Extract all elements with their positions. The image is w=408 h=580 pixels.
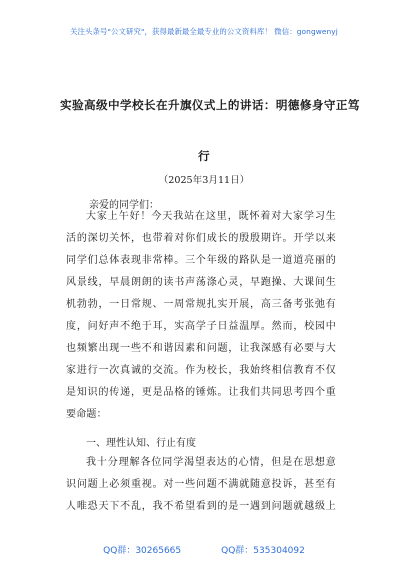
document-title-line-2: 行 — [198, 149, 210, 163]
paragraph-1-line: 机勃勃，一日常规、一周常规扎实开展，高三备考张弛有 — [66, 299, 336, 310]
footer-qq-group-2: QQ群：535304092 — [221, 546, 305, 556]
footer-contacts — [0, 543, 408, 556]
paragraph-1-line: 同学们总体表现非常棒。三个年级的路队是一道道亮丽的 — [66, 255, 336, 266]
paragraph-1-line: 家进行一次真诚的交流。作为校长，我始终相信教育不仅 — [66, 365, 336, 376]
document-title-line-1: 实验高级中学校长在升旗仪式上的讲话：明德修身守正笃 — [60, 98, 360, 112]
document-date: （2025年3月11日） — [158, 175, 250, 186]
paragraph-1-line: 是知识的传递，更是品格的锤炼。让我们共同思考四个重 — [66, 387, 336, 398]
paragraph-2-line: 人唯恐天下不乱，我不希望看到的是一遇到问题就越级上 — [66, 501, 336, 512]
paragraph-1-line: 大家上午好！今天我站在这里，既怀着对大家学习生 — [86, 211, 336, 222]
paragraph-1-line: 要命题： — [66, 409, 107, 420]
greeting: 亲爱的同学们： — [89, 200, 159, 211]
paragraph-1-line: 活的深切关怀，也带着对你们成长的殷殷期许。开学以来 — [66, 233, 336, 244]
paragraph-1-line: 也频繁出现一些不和谐因素和问题，让我深感有必要与大 — [66, 343, 336, 354]
footer-qq-group-1: QQ群：30265665 — [103, 546, 182, 556]
header-banner: 关注头条号"公文研究"，获得最新最全最专业的公文资料库！ 微信：gongwenyj — [70, 27, 338, 36]
paragraph-1-line: 度，问好声不绝于耳，实高学子日益温厚。然而，校园中 — [66, 321, 336, 332]
section-heading: 一、理性认知、行止有度 — [86, 438, 196, 449]
paragraph-1-line: 风景线，早晨朗朗的读书声荡涤心灵，早跑操、大课间生 — [66, 277, 336, 288]
paragraph-2-line: 识问题上必须重视。对一些问题不满就随意投诉，甚至有 — [66, 479, 336, 490]
paragraph-2-line: 我十分理解各位同学渴望表达的心情，但是在思想意 — [86, 457, 336, 468]
